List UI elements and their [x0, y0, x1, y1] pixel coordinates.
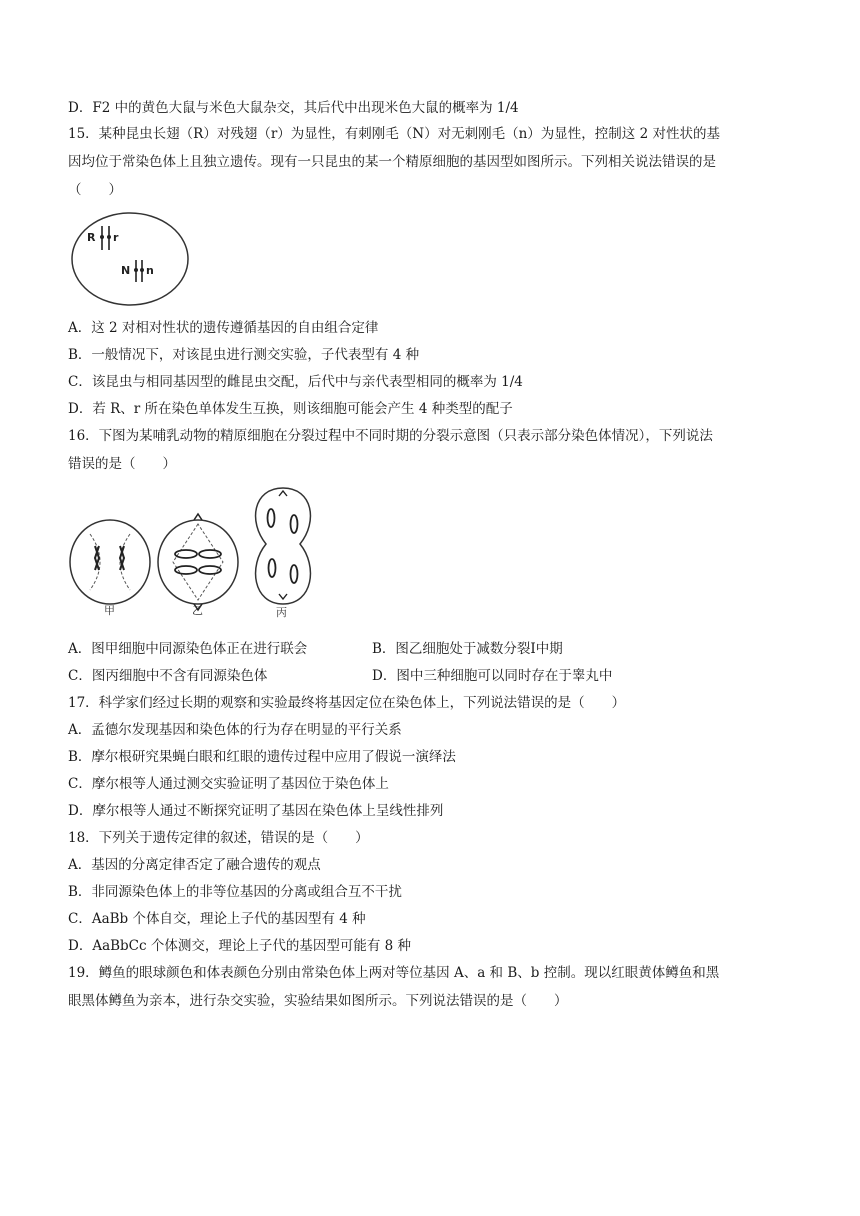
- q16-cell-yi: [158, 514, 238, 617]
- q16-stem-line-1: 16．下图为某哺乳动物的精原细胞在分裂过程中不同时期的分裂示意图（只表示部分染色体情况），下列说法: [68, 428, 713, 444]
- q15-stem-line-2: 因均位于常染色体上且独立遗传。现有一只昆虫的某一个精原细胞的基因型如图所示。下列相关说法错误的是: [68, 154, 716, 170]
- q15-label-r: r: [113, 231, 119, 244]
- q16-label-bing: 丙: [276, 606, 287, 619]
- q16-label-yi: 乙: [192, 604, 203, 617]
- q16-option-c: C．图丙细胞中不含有同源染色体: [68, 668, 268, 684]
- q19-stem-line-2: 眼黑体鳟鱼为亲本，进行杂交实验，实验结果如图所示。下列说法错误的是（ ）: [68, 993, 568, 1009]
- q18-stem: 18．下列关于遗传定律的叙述，错误的是（ ）: [68, 830, 369, 846]
- q16-option-a: A．图甲细胞中同源染色体正在进行联会: [68, 641, 308, 657]
- q15-option-d: D．若 R、r 所在染色单体发生互换，则该细胞可能会产生 4 种类型的配子: [68, 401, 513, 417]
- q16-label-jia: 甲: [104, 604, 115, 617]
- q19-stem-line-1: 19．鳟鱼的眼球颜色和体表颜色分别由常染色体上两对等位基因 A、a 和 B、b 控制。现以红眼黄体鳟鱼和黑: [68, 965, 720, 981]
- q18-option-b: B．非同源染色体上的非等位基因的分离或组合互不干扰: [68, 884, 402, 900]
- q14-option-d: D．F2 中的黄色大鼠与米色大鼠杂交，其后代中出现米色大鼠的概率为 1/4: [68, 100, 519, 116]
- q16-cell-jia: [70, 520, 150, 617]
- q15-stem-line-3: （ ）: [68, 182, 122, 198]
- q16-option-b: B．图乙细胞处于减数分裂Ⅰ中期: [372, 641, 563, 657]
- q15-cell-figure: [70, 210, 194, 308]
- q18-option-c: C．AaBb 个体自交，理论上子代的基因型有 4 种: [68, 911, 366, 927]
- q15-label-N: N: [121, 264, 131, 277]
- q15-stem-line-1: 15．某种昆虫长翅（R）对残翅（r）为显性，有刺刚毛（N）对无刺刚毛（n）为显性，控制这 2 对性状的基: [68, 126, 720, 142]
- q17-option-b: B．摩尔根研究果蝇白眼和红眼的遗传过程中应用了假说一演绎法: [68, 749, 456, 765]
- q17-stem: 17．科学家们经过长期的观察和实验最终将基因定位在染色体上，下列说法错误的是（ ）: [68, 695, 626, 711]
- q16-option-d: D．图中三种细胞可以同时存在于睾丸中: [372, 668, 613, 684]
- q17-option-d: D．摩尔根等人通过不断探究证明了基因在染色体上呈线性排列: [68, 803, 444, 819]
- q15-label-R: R: [87, 231, 96, 244]
- q18-option-a: A．基因的分离定律否定了融合遗传的观点: [68, 857, 321, 873]
- q17-option-a: A．孟德尔发现基因和染色体的行为存在明显的平行关系: [68, 722, 402, 738]
- q16-cell-bing: [256, 488, 311, 619]
- q15-option-c: C．该昆虫与相同基因型的雌昆虫交配，后代中与亲代表型相同的概率为 1/4: [68, 374, 523, 390]
- q16-stem-line-2: 错误的是（ ）: [68, 456, 176, 472]
- q16-cell-division-figure: [68, 484, 318, 624]
- q15-option-b: B．一般情况下，对该昆虫进行测交实验，子代表型有 4 种: [68, 347, 420, 363]
- q18-option-d: D．AaBbCc 个体测交，理论上子代的基因型可能有 8 种: [68, 938, 412, 954]
- q15-label-n: n: [146, 264, 154, 277]
- q17-option-c: C．摩尔根等人通过测交实验证明了基因位于染色体上: [68, 776, 389, 792]
- q15-option-a: A．这 2 对相对性状的遗传遵循基因的自由组合定律: [68, 320, 379, 336]
